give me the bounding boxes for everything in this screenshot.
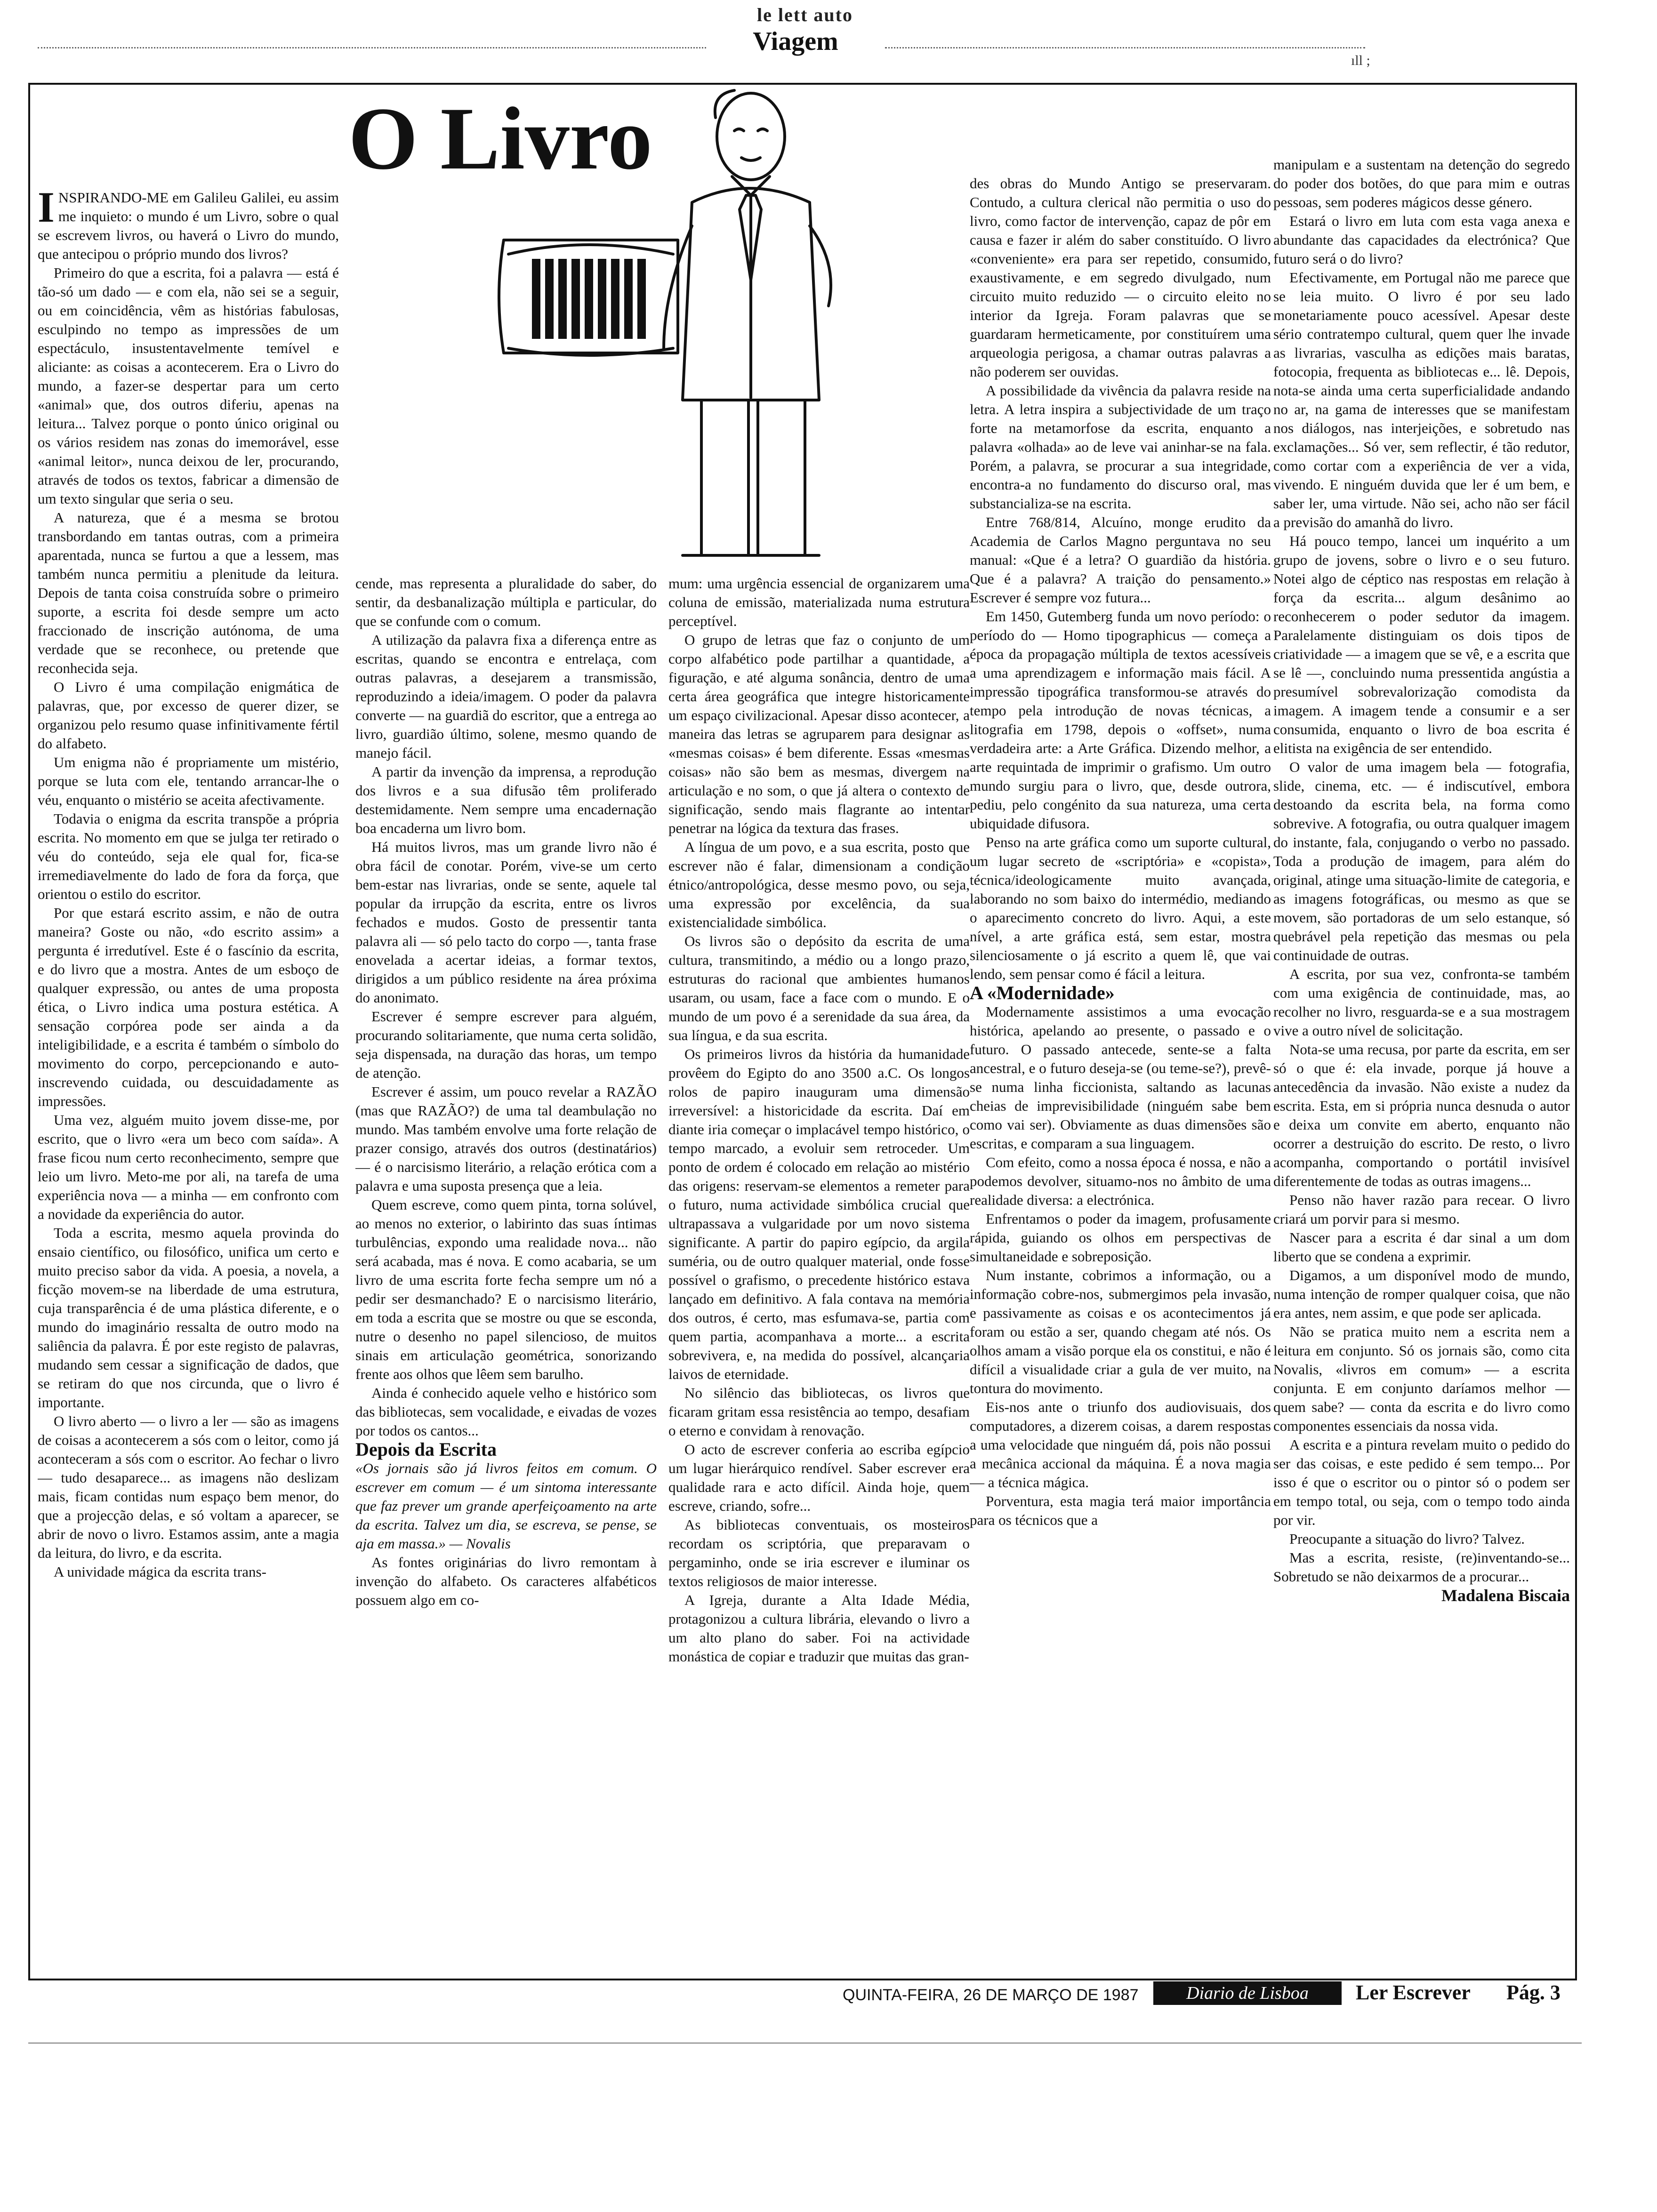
paragraph: O livro aberto — o livro a ler — são as imagens de coisas a acontecerem a sós com o leitor, como já aconteceram a sós com o escritor. Ao fechar o livro — tudo desaparece... as imagens não deslizam mais, ficam contidas num espaço bem menor, do que a projecção delas, e só voltam a aparecer, se abrir de novo o livro. Estamos assim, ante a magia da leitura, do livro, e da escrita. [38,1413,339,1561]
paragraph: Modernamente assistimos a uma evocação histórica, apelando ao presente, o passado e o futuro. O passado antecede, sente-se a falta ancestral, e o futuro deseja-se (ou teme-se?), prevê-se numa linha ficcionista, saltando as lacunas cheias de imprevisibilidade (ninguém sabe bem como vai ser). Obviamente as duas dimensões são escritas, e comparam a sua linguagem. [970,1003,1271,1152]
paragraph: Num instante, cobrimos a informação, ou a informação cobre-nos, submergimos pela invasão, e passivamente as coisas e os acontecimentos já foram ou estão a ser, quando chegam até nós. Os olhos amam a visão porque ela os constitui, e não é difícil a visualidade criar a gula de ver muito, na tontura do movimento. [970,1267,1271,1396]
author-signature: Madalena Biscaia [1441,1586,1570,1605]
paragraph: A natureza, que é a mesma se brotou transbordando em tantas outras, com a primeira aparentada, nunca se furtou a que a lessem, mas também nunca permitiu a plenitude da leitura. Depois de tanta coisa construída sobre o primeiro suporte, a escrita foi desde sempre um acto fraccionado de inscrição autónoma, de uma verdade que se reconhece, ou pretende que reconhecida seja. [38,509,339,676]
paragraph: As bibliotecas conventuais, os mosteiros recordam os scriptória, que preparavam o pergaminho, onde se iria escrever e iluminar os textos religiosos de maior interesse. [668,1516,970,1589]
page-number: Pág. 3 [1506,1981,1560,2004]
paragraph: Penso na arte gráfica como um suporte cultural, um lugar secreto de «scriptória» e «copista», técnica/ideologicamente muito avançada, laborando no som baixo do intermédio, mediando o aparecimento concreto do livro. Aqui, a este nível, a arte gráfica está, sem estar, mostra silenciosamente o já escrito a quem lê, que vai lendo, sem pensar como é fácil a leitura. [970,834,1271,982]
header-dotted-rule-right [885,47,1365,48]
header-right-mark: ıll ; [1351,53,1370,68]
subheading-depois-da-escrita: Depois da Escrita [355,1439,497,1460]
paragraph: Não se pratica muito nem a escrita nem a leitura em conjunto. Só os jornais são, como cita Novalis, «livros em comum» — a escrita conjunta. E em conjunto daríamos melhor — quem sabe? — conta da escrita e do livro como componentes essenciais da nossa vida. [1273,1323,1570,1434]
man-holding-book-illustration [494,85,880,569]
article-column-2 [355,574,657,1981]
paragraph: No silêncio das bibliotecas, os livros que ficaram gritam essa resistência ao tempo, desafiam o eterno e convidam à renovação. [668,1385,970,1439]
paragraph: Por que estará escrito assim, e não de outra maneira? Goste ou não, «do escrito assim» a pergunta é irredutível. Este é o fascínio da escrita, e do livro que a mostra. Antes de um esboço de qualquer expressão, ou antes de uma proposta ética, o Livro indica uma postura estética. A sensação corpórea pode ser ainda a da inteligibilidade, e a escrita é também o símbolo do movimento do corpo, percepcionando e auto-inscrevendo cuidada, ou descuidadamente as impressões. [38,905,339,1109]
paragraph: A partir da invenção da imprensa, a reprodução dos livros e a sua difusão têm proliferado destemidamente. Nem sempre uma encadernação boa encaderna um livro bom. [355,763,657,836]
paragraph: Primeiro do que a escrita, foi a palavra — está é tão-só um dado — e com ela, não sei se a seguir, ou em coincidência, vêm as histórias fabulosas, esculpindo no tempo as impressões de um espectáculo, insustentavelmente temível e aliciante: as coisas a acontecerem. Era o Livro do mundo, a fazer-se despertar para um certo «animal» que, dos outros diferiu, apenas na leitura... Talvez porque o ponto único original ou os vários residem nas zonas do imemorável, esse «animal leitor», nunca deixou de ler, procurando, através de todos os textos, fabricar a dimensão de um texto singular que seria o seu. [38,264,339,507]
paragraph: A Igreja, durante a Alta Idade Média, protagonizou a cultura librária, elevando o livro a um alto plano do saber. Foi na actividade monástica de copiar e traduzir que muitas das gran- [668,1592,970,1665]
paragraph: A língua de um povo, e a sua escrita, posto que escrever não é falar, dimensionam a condição étnico/antropológica, desse mesmo povo, ou seja, uma expressão por excelência, da sua existencialidade simbólica. [668,839,970,930]
article-column-5 [1273,155,1570,1981]
paragraph: A escrita e a pintura revelam muito o pedido do ser das coisas, e este pedido é sem tempo... Por isso é que o escritor ou o pintor só o podem ser em tempo total, ou seja, com o tempo todo ainda por vir. [1273,1436,1570,1528]
paragraph: Nascer para a escrita é dar sinal a um dom liberto que se condena a exprimir. [1273,1229,1570,1265]
paragraph: As fontes originárias do livro remontam à invenção do alfabeto. Os caracteres alfabéticos possuem algo em co- [355,1554,657,1608]
paragraph: Quem escreve, como quem pinta, torna solúvel, ao menos no exterior, o labirinto das suas íntimas turbulências, expondo uma realidade nova... não será acabada, mas é nova. E como acabaria, se um livro de uma escrita forte fecha sempre um nó a pedir ser desmanchado? E o narcisismo literário, em toda a escrita que se mostre ou que se esconda, nutre o desenho no papel silencioso, de muitos sinais em articulação geométrica, sonorizando frente aos olhos que lêem sem barulho. [355,1196,657,1382]
paragraph: Porventura, esta magia terá maior importância para os técnicos que a [970,1493,1271,1528]
paragraph: Todavia o enigma da escrita transpõe a própria escrita. No momento em que se julga ter retirado o véu do conteúdo, seja ele qual for, fica-se irremediavelmente do lado de fora da força, que orientou o estilo do escritor. [38,810,339,902]
paragraph: A possibilidade da vivência da palavra reside na letra. A letra inspira a subjectividade de um traço forte na metamorfose da escrita, enquanto a palavra «olhada» ao de leve vai aninhar-se na fala. Porém, a palavra, se procurar a sua integridade, encontra-a no fundamento do discurso oral, mas substancializa-se na escrita. [970,382,1271,512]
paragraph: Escrever é assim, um pouco revelar a RAZÃO (mas que RAZÃO?) de uma tal deambulação no mundo. Mas também envolve uma forte relação de prazer consigo, através dos outros (destinatários) — é o narcisismo literário, a relação erótica com a palavra e uma suposta presença que a leia. [355,1083,657,1194]
publication-date: QUINTA-FEIRA, 26 DE MARÇO DE 1987 [843,1986,1139,2004]
bottom-rule [28,2043,1582,2044]
paragraph: Efectivamente, em Portugal não me parece que se leia muito. O livro é por seu lado monetariamente pouco acessível. Apesar deste sério contratempo cultural, quem quer lhe invade as livrarias, vasculha as edições mais baratas, fotocopia, frequenta as bibliotecas e... lê. Depois, nota-se ainda uma certa superficialidade andando no ar, na gama de interesses que se manifestam nos diálogos, nas interjeições, e sobretudo nas exclamações... Só ver, sem reflectir, é tão redutor, como cortar com a experiência de ver a vida, vivendo. E ninguém duvida que ler é um bem, e saber ler, uma virtude. Não sei, acho não ser fácil a previsão do amanhã do livro. [1273,269,1570,530]
paragraph: Os livros são o depósito da escrita de uma cultura, transmitindo, a médio ou a longo prazo, estruturas do racional que ambientes humanos usaram, ou usam, face a face com o mundo. E o mundo de um povo é a serenidade da sua área, da sua língua, e da sua escrita. [668,933,970,1043]
paragraph: Preocupante a situação do livro? Talvez. [1289,1531,1525,1547]
paragraph: manipulam e a sustentam na detenção do segredo do poder dos botões, do que para mim e outras pessoas, sem poderes mágicos desse género. [1273,156,1570,210]
subheading-modernidade: A «Modernidade» [970,982,1115,1003]
paragraph: O acto de escrever conferia ao escriba egípcio um lugar hierárquico rendível. Saber escrever era qualidade rara e acto difícil. Ainda hoje, quem escreve, criando, sofre... [668,1441,970,1514]
paragraph: Uma vez, alguém muito jovem disse-me, por escrito, que o livro «era um beco com saída». A frase ficou num certo reconhecimento, sempre que leio um livro. Meto-me por ali, na tarefa de uma experiência nova — a minha — em confronto com a novidade da experiência do autor. [38,1112,339,1222]
paragraph: A unividade mágica da escrita trans- [54,1563,266,1580]
header-dotted-rule-left [38,47,706,48]
paragraph: Em 1450, Gutemberg funda um novo período: o período do — Homo tipographicus — começa a época da propagação múltipla de textos acessíveis a uma aprendizagem e informação mais fácil. A impressão tipográfica transformou-se através do tempo pela introdução de novas técnicas, a litografia em 1798, depois o «offset», numa verdadeira arte: a Arte Gráfica. Dizendo melhor, a arte requintada de imprimir o grafismo. Um outro mundo surgiu para o livro, que, desde outrora, pediu, pelo congénito da sua natureza, uma certa ubiquidade difusora. [970,608,1271,832]
paragraph: Eis-nos ante o triunfo dos audiovisuais, dos computadores, a dizerem coisas, a darem respostas a uma velocidade que ninguém dá, pois não possui a mecânica accional da máquina. É a nova magia — a técnica mágica. [970,1399,1271,1491]
drop-cap: I [38,188,55,231]
paragraph: Mas a escrita, resiste, (re)inventando-se... Sobretudo se não deixarmos de a procurar... [1273,1549,1570,1585]
masthead-fragment: le lett auto [757,4,853,22]
footer-section-name: Ler Escrever [1356,1981,1471,2004]
paragraph: O grupo de letras que faz o conjunto de um corpo alfabético pode partilhar a quantidade, a figuração, e até alguma sonância, dentro de uma certa área geográfica que integre historicamente um espaço civilizacional. Apesar disso acontecer, a maneira das letras se agruparem para designar as «mesmas coisas» é bem diferente. Essas «mesmas coisas» não são bem as mesmas, divergem na articulação e no som, o que já altera o contexto de significação, sendo mais flagrante ao intentar penetrar na lógica da textura das frases. [668,632,970,836]
section-title: Viagem [753,27,838,56]
paragraph: Penso não haver razão para recear. O livro criará um porvir para si mesmo. [1273,1192,1570,1227]
paragraph: cende, mas representa a pluralidade do saber, do sentir, da desbanalização múltipla e particular, do que se confunde com o comum. [355,575,657,629]
paragraph: INSPIRANDO-ME em Galileu Galilei, eu assim me inquieto: o mundo é um Livro, sobre o qual se escrevem livros, ou haverá o Livro do mundo, que antecipou o próprio mundo dos livros? [38,188,339,262]
paragraph: mum: uma urgência essencial de organizarem uma coluna de emissão, materializada numa estrutura perceptível. [668,575,970,629]
article-column-1 [38,188,339,1981]
paragraph: Com efeito, como a nossa época é nossa, e não a podemos devolver, situamo-nos no âmbito de uma realidade diversa: a electrónica. [970,1154,1271,1208]
paragraph: Enfrentamos o poder da imagem, profusamente rápida, guiando os olhos em perspectivas de simultaneidade e sobreposição. [970,1210,1271,1265]
article-title: O Livro [348,89,652,188]
paragraph: A escrita, por sua vez, confronta-se também com uma exigência de continuidade, mas, ao recolher no livro, resguarda-se e a sua mostragem vive a outro nível de solicitação. [1273,966,1570,1039]
paragraph: Estará o livro em luta com esta vaga anexa e abundante das capacidades da electrónica? Que futuro será o do livro? [1273,213,1570,267]
paragraph: Digamos, a um disponível modo de mundo, numa intenção de romper qualquer coisa, que não era antes, nem assim, e que pode ser aplicada. [1273,1267,1570,1321]
article-column-4 [970,174,1271,1981]
paragraph: A utilização da palavra fixa a diferença entre as escritas, quando se encontra e entrelaça, com outras palavras, a desejarem a transmissão, reproduzindo a ideia/imagem. O poder da palavra converte — na guardiã do escritor, que a entrega ao livro, guardião último, solene, mesmo quando de manejo fácil. [355,632,657,761]
paragraph: Toda a escrita, mesmo aquela provinda do ensaio científico, ou filosófico, unifica um certo e muito preciso sabor da vida. A poesia, a novela, a ficção movem-se na liberdade de uma estrutura, cuja transparência é de uma plástica diferente, e o mundo do imaginário ressalta de outro modo na saliência da palavra. É por este registo de palavras, mudando sem cessar a significação de dados, que se retiram do que nos circunda, que o livro é importante. [38,1225,339,1411]
novalis-quote: «Os jornais são já livros feitos em comum. O escrever em comum — é um sintoma interessante que faz prever um grande aperfeiçoamento na arte da escrita. Talvez um dia, se escreva, se pense, se aja em massa.» — Novalis [355,1460,657,1552]
paragraph: Nota-se uma recusa, por parte da escrita, em ser só o que é: ela invade, porque já houve a antecedência da invasão. Não existe a nudez da escrita. Esta, em si própria nunca desnuda o autor e deixa um convite em aberto, enquanto não ocorrer a destruição do escrito. De resto, o livro acompanha, comportando o portátil invisível diferentemente de todas as outras imagens... [1273,1041,1570,1189]
newspaper-logo: Diario de Lisboa [1153,1981,1342,2005]
paragraph: Um enigma não é propriamente um mistério, porque se luta com ele, tentando arrancar-lhe o véu, enquanto o mistério se aceita afectivamente. [38,754,339,808]
paragraph: Ainda é conhecido aquele velho e histórico som das bibliotecas, sem vocalidade, e eivadas de vozes por todos os cantos... [355,1385,657,1439]
paragraph: Escrever é sempre escrever para alguém, procurando solitariamente, que numa certa solidão, seja dispensada, na duração das horas, um tempo de atenção. [355,1008,657,1081]
paragraph: O Livro é uma compilação enigmática de palavras, que, por excesso de querer dizer, se organizou pelo resumo quase infinitivamente fértil do alfabeto. [38,679,339,752]
article-column-3 [668,574,970,1981]
paragraph: Entre 768/814, Alcuíno, monge erudito da Academia de Carlos Magno perguntava no seu manual: «Que é a letra? O guardião da história. Que é a palavra? A traição do pensamento.» Escrever é sempre voz futura... [970,514,1271,606]
paragraph: des obras do Mundo Antigo se preservaram. Contudo, a cultura clerical não permitia o uso do livro, como factor de intervenção, capaz de pôr em causa e fazer ir além do saber constituído. O livro «conveniente» era para ser repetido, consumido, exaustivamente, e em segredo divulgado, num circuito muito reduzido — o circuito eleito no interior da Igreja. Foram palavras que se guardaram hermeticamente, por constituírem uma arqueologia perigosa, a chamar outras palavras a não poderem ser ouvidas. [970,175,1271,380]
paragraph: Os primeiros livros da história da humanidade provêem do Egipto do ano 3500 a.C. Os longos rolos de papiro inauguram uma dimensão irreversível: a historicidade da escrita. Daí em diante iria começar o implacável tempo histórico, o tempo marcado, a evoluir sem retroceder. Um ponto de ordem é colocado em relação ao mistério das origens: reservam-se elementos a remeter para o futuro, numa actividade simbólica crucial que ultrapassava a vulgaridade por um novo sistema significante. A partir do papiro egípcio, da argila suméria, ou de outro qualquer material, onde fosse possível o grafismo, o precedente histórico estava lançado em definitivo. A fala contava na memória dos outros, é certo, mas esfumava-se, partia com quem partia, acompanhava a morte... a escrita sobrevivera, e, na medida do possível, alcançaria laivos de eternidade. [668,1046,970,1382]
paragraph: Há pouco tempo, lancei um inquérito a um grupo de jovens, sobre o livro e o seu futuro. Notei algo de céptico nas respostas em relação à força da escrita... algum desânimo ao reconhecerem o poder sedutor da imagem. Paralelamente distinguiam os dois tipos de criatividade — a imagem que se vê, e a escrita que se lê —, concluindo numa pressentida angústia a presumível sobrevalorização comodista da imagem. A imagem tende a consumir e a ser consumida, enquanto o livro de boa escrita é elitista na exigência de ser entendido. [1273,533,1570,756]
paragraph: O valor de uma imagem bela — fotografia, slide, cinema, etc. — é indiscutível, embora destoando da escrita bela, na forma como sobrevive. A fotografia, ou outra qualquer imagem do instante, fala, conjugando o verbo no passado. Toda a produção de imagem, para além do original, atinge uma situação-limite de categoria, e as imagens fotográficas, ou mesmo as que se movem, são portadoras de um selo estanque, só quebrável pela repetição das mesmas ou pela continuidade de outras. [1273,759,1570,963]
paragraph: Há muitos livros, mas um grande livro não é obra fácil de conotar. Porém, vive-se um certo bem-estar nas livrarias, onde se sente, aquele tal popular da irrupção da escrita, entre os livros fechados e mudos. Gosto de pressentir tanta palavra ali — só pelo tacto do corpo —, tanta frase enovelada a acertar ideias, a formar textos, dirigidos a um público residente na área próxima do anonimato. [355,839,657,1006]
